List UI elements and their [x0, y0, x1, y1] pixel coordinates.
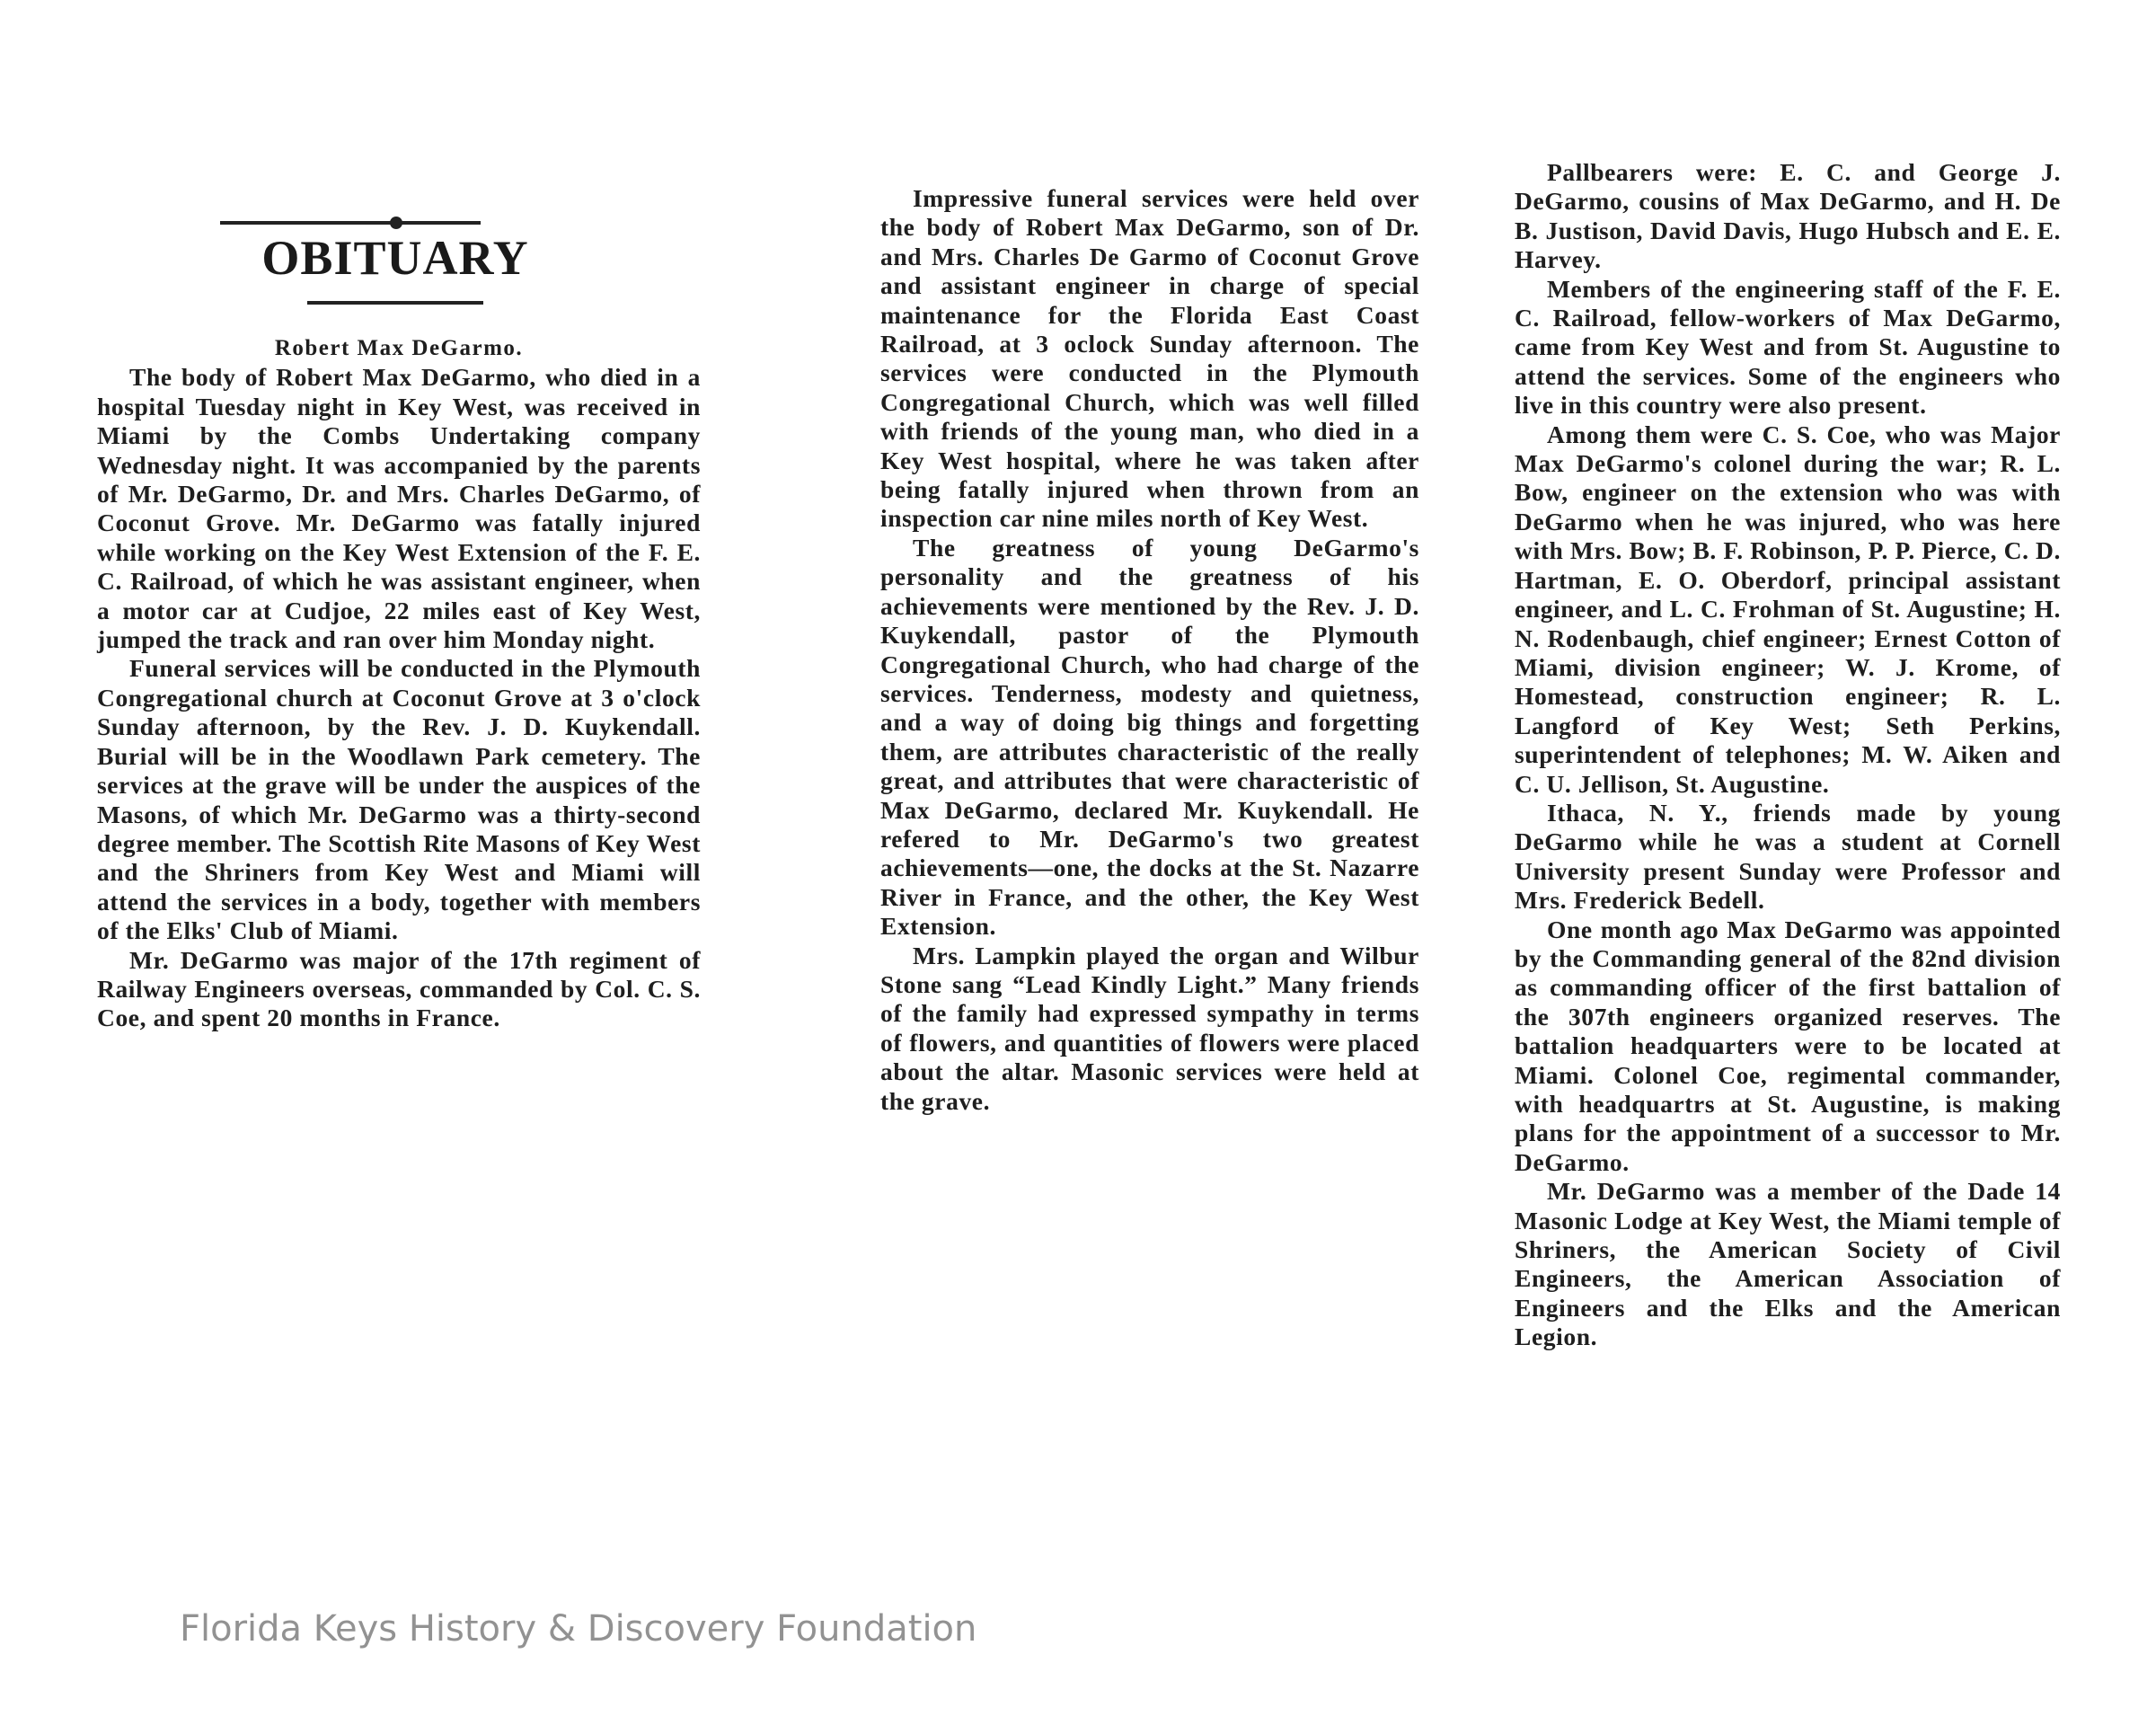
paragraph: Members of the engineering staff of the F. E. C. Railroad, fellow-workers of Max DeGarmo, came from Key West and from St. Augustine to attend the services. Some of the engineers who live in this country were also present.	[1515, 274, 2061, 420]
paragraph: Pallbearers were: E. C. and George J. DeGarmo, cousins of Max DeGarmo, and H. De B. Justison, David Davis, Hugo Hubsch and E. E. Harvey.	[1515, 158, 2061, 274]
byline: Robert Max DeGarmo.	[274, 336, 524, 360]
paragraph: One month ago Max DeGarmo was appointed by the Commanding general of the 82nd division as commanding officer of the first battalion of the 307th engineers organized reserves. The battalion headquarters were to be located at Miami. Colonel Coe, regimental commander, with headquartrs at St. Augustine, is making plans for the appointment of a successor to Mr. DeGarmo.	[1515, 915, 2061, 1176]
page-title: OBITUARY	[261, 231, 529, 285]
paragraph: The body of Robert Max DeGarmo, who died in a hospital Tuesday night in Key West, was received in Miami by the Combs Undertaking company Wednesday night. It was accompanied by the parents of Mr. DeGarmo, Dr. and Mrs. Charles DeGarmo, of Coconut Grove. Mr. DeGarmo was fatally injured while working on the Key West Extension of the F. E. C. Railroad, of which he was assistant engineer, when a motor car at Cudjoe, 22 miles east of Key West, jumped the track and ran over him Monday night.	[97, 363, 701, 654]
column-3	[1515, 158, 2061, 1352]
column-1	[97, 334, 701, 1033]
paragraph: Mr. DeGarmo was a member of the Dade 14 Masonic Lodge at Key West, the Miami temple of Shriners, the American Society of Civil Engineers, the American Association of Engineers and the Elks and the American Legion.	[1515, 1177, 2061, 1351]
paragraph: The greatness of young DeGarmo's personality and the greatness of his achievements were mentioned by the Rev. J. D. Kuykendall, pastor of the Plymouth Congregational Church, who had charge of the services. Tenderness, modesty and quietness, and a way of doing big things and forgetting them, are attributes characteristic of the really great, and attributes that were characteristic of Max DeGarmo, declared Mr. Kuykendall. He refered to Mr. DeGarmo's two greatest achievements—one, the docks at the St. Nazarre River in France, and the other, the Key West Extension.	[880, 533, 1419, 941]
paragraph: Among them were C. S. Coe, who was Major Max DeGarmo's colonel during the war; R. L. Bow, engineer on the extension who was with DeGarmo when he was injured, who was here with Mrs. Bow; B. F. Robinson, P. P. Pierce, C. D. Hartman, E. O. Oberdorf, principal assistant engineer, and L. C. Frohman of St. Augustine; H. N. Rodenbaugh, chief engineer; Ernest Cotton of Miami, division engineer; W. J. Krome, of Homestead, construction engineer; R. L. Langford of Key West; Seth Perkins, superintendent of telephones; M. W. Aiken and C. U. Jellison, St. Augustine.	[1515, 420, 2061, 798]
paragraph: Impressive funeral services were held over the body of Robert Max DeGarmo, son of Dr. and Mrs. Charles De Garmo of Coconut Grove and assistant engineer in charge of special maintenance for the Florida East Coast Railroad, at 3 oclock Sunday afternoon. The services were conducted in the Plymouth Congregational Church, which was well filled with friends of the young man, who died in a Key West hospital, where he was taken after being fatally injured when thrown from an inspection car nine miles north of Key West.	[880, 184, 1419, 533]
column-2	[880, 184, 1419, 1116]
paragraph: Mr. DeGarmo was major of the 17th regiment of Railway Engineers overseas, commanded by Col. C. S. Coe, and spent 20 months in France.	[97, 945, 701, 1032]
title-underline	[307, 301, 483, 305]
paragraph: Funeral services will be conducted in the Plymouth Congregational church at Coconut Grove at 3 o'clock Sunday afternoon, by the Rev. J. D. Kuykendall. Burial will be in the Woodlawn Park cemetery. The services at the grave will be under the auspices of the Masons, of which Mr. DeGarmo was a thirty-second degree member. The Scottish Rite Masons of Key West and the Shriners from Key West and Miami will attend the services in a body, together with members of the Elks' Club of Miami.	[97, 654, 701, 945]
top-rule	[220, 221, 481, 225]
rule-ornament	[390, 217, 402, 229]
paragraph: Mrs. Lampkin played the organ and Wilbur Stone sang “Lead Kindly Light.” Many friends of the family had expressed sympathy in terms of flowers, and quantities of flowers were placed about the altar. Masonic services were held at the grave.	[880, 941, 1419, 1115]
watermark: Florida Keys History & Discovery Foundation	[180, 1608, 977, 1650]
paragraph: Ithaca, N. Y., friends made by young DeGarmo while he was a student at Cornell University present Sunday were Professor and Mrs. Frederick Bedell.	[1515, 798, 2061, 915]
